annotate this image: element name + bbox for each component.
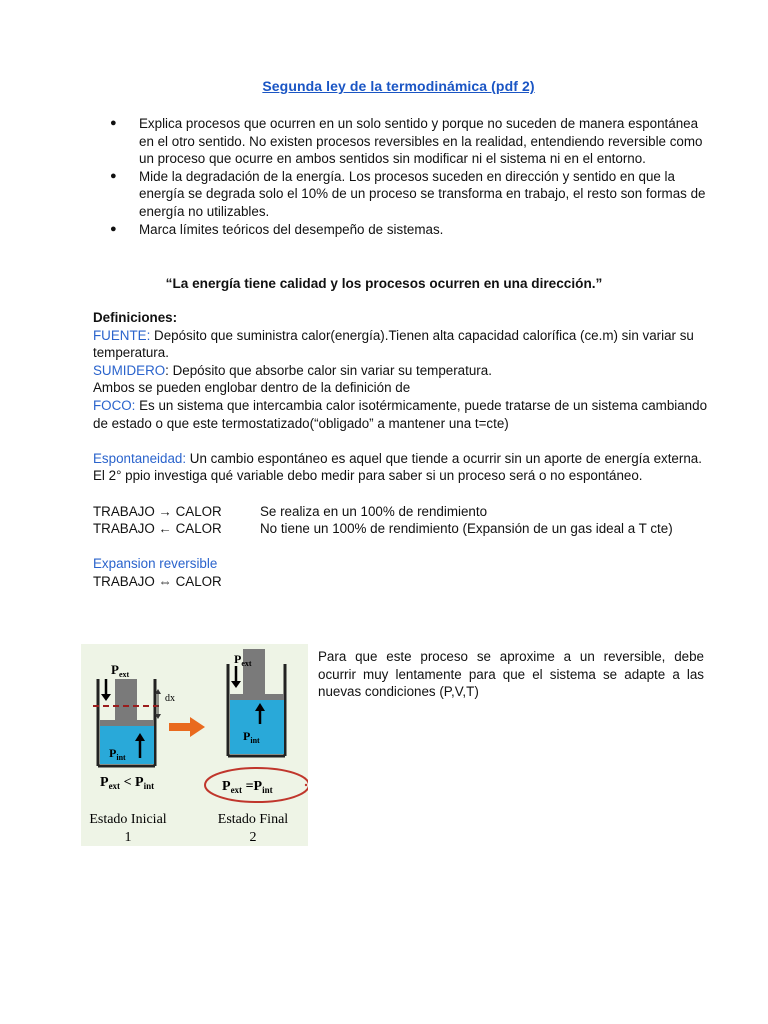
definition-ambos: Ambos se pueden englobar dentro de la definición de [93,380,411,396]
page-title: Segunda ley de la termodinámica (pdf 2) [262,78,535,94]
piston-diagram [81,644,308,846]
trabajo-row-lhs: TRABAJO ← CALOR [93,521,222,537]
term-fuente: FUENTE: [93,327,151,343]
trabajo-row [93,503,713,521]
definition-sumidero [93,362,713,380]
term-espontaneidad: Espontaneidad: [93,450,187,466]
definition-foco [93,397,713,432]
definition-fuente-text: Depósito que suministra calor(energía).Tienen alta capacidad calorífica (ce.m) sin variar su temperatura. [93,327,694,361]
trabajo-row-rhs: Se realiza en un 100% de rendimiento [260,503,488,519]
reversible-explanation [318,648,704,701]
estado-inicial-number: 1 [124,830,132,845]
bullet-item: ● Explica procesos que ocurren en un solo sentido y porque no suceden de manera espontánea en el otro sentido. No existen procesos reversibles en la realidad, entendiendo reversible como un proceso que ocurre en ambos sentidos sin modificar ni el sistema ni en el entorno. [110,115,710,168]
expansion-line: TRABAJO ⇔ CALOR [93,573,222,589]
definitions-section [93,309,713,591]
trabajo-row-lhs: TRABAJO → CALOR [93,503,222,519]
p-ext-label-initial: $P_{ext}$ [111,662,130,679]
bullet-item: ● Mide la degradación de la energía. Los procesos suceden en dirección y sentido en que la energía se degrada solo el 10% de un proceso se transforma en trabajo, el resto son formas de energía no utilizables. [110,168,710,221]
estado-inicial-label: Estado Inicial [89,812,167,827]
relation-final: $P_{ext} =P_{int}$ [222,779,273,795]
definition-fuente [93,327,713,362]
trabajo-row [93,520,713,538]
term-sumidero: SUMIDERO [93,362,166,378]
p-ext-label-final: $P_{ext}$ [234,652,252,668]
estado-final-number: 2 [249,830,257,845]
definition-espontaneidad-text: Un cambio espontáneo es aquel que tiende a ocurrir sin un aporte de energía externa. El 2° ppio investiga qué variable debo medir para saber si un proceso será o no espontáneo. [93,450,702,484]
term-foco: FOCO: [93,397,136,413]
definition-foco-text: Es un sistema que intercambia calor isotérmicamente, puede tratarse de un sistema cambiando de estado o que este termostatizado(“obligado” a mantener una t=cte) [93,397,708,431]
explanation-line: ocurrir muy lentamente para que el sistema se adapte a las [318,666,704,682]
definition-sumidero-text: : Depósito que absorbe calor sin variar su temperatura. [165,362,492,378]
relation-initial: $P_{ext} < P_{int}$ [100,775,155,791]
trabajo-row-rhs: No tiene un 100% de rendimiento (Expansión de un gas ideal a T cte) [260,521,673,537]
highlighted-quote: “La energía tiene calidad y los procesos ocurren en una dirección.” [165,276,603,291]
p-int-label-final: $P_{int}$ [243,729,260,745]
definition-espontaneidad [93,450,713,485]
expansion-heading: Expansion reversible [93,556,218,572]
bullet-item: ● Marca límites teóricos del desempeño de sistemas. [110,221,710,239]
definitions-heading: Definiciones: [93,310,178,325]
p-int-label-initial: $P_{int}$ [109,746,126,762]
explanation-line: Para que este proceso se aproxime a un reversible, debe [318,649,704,664]
dx-label: dx [165,693,175,704]
initial-state-cylinder [93,679,163,766]
estado-final-label: Estado Final [217,812,289,827]
bullet-list [110,115,710,238]
piston-diagram-svg [81,644,308,846]
explanation-line: nuevas condiciones (P,V,T) [318,684,479,700]
transition-arrow-icon [169,717,205,737]
